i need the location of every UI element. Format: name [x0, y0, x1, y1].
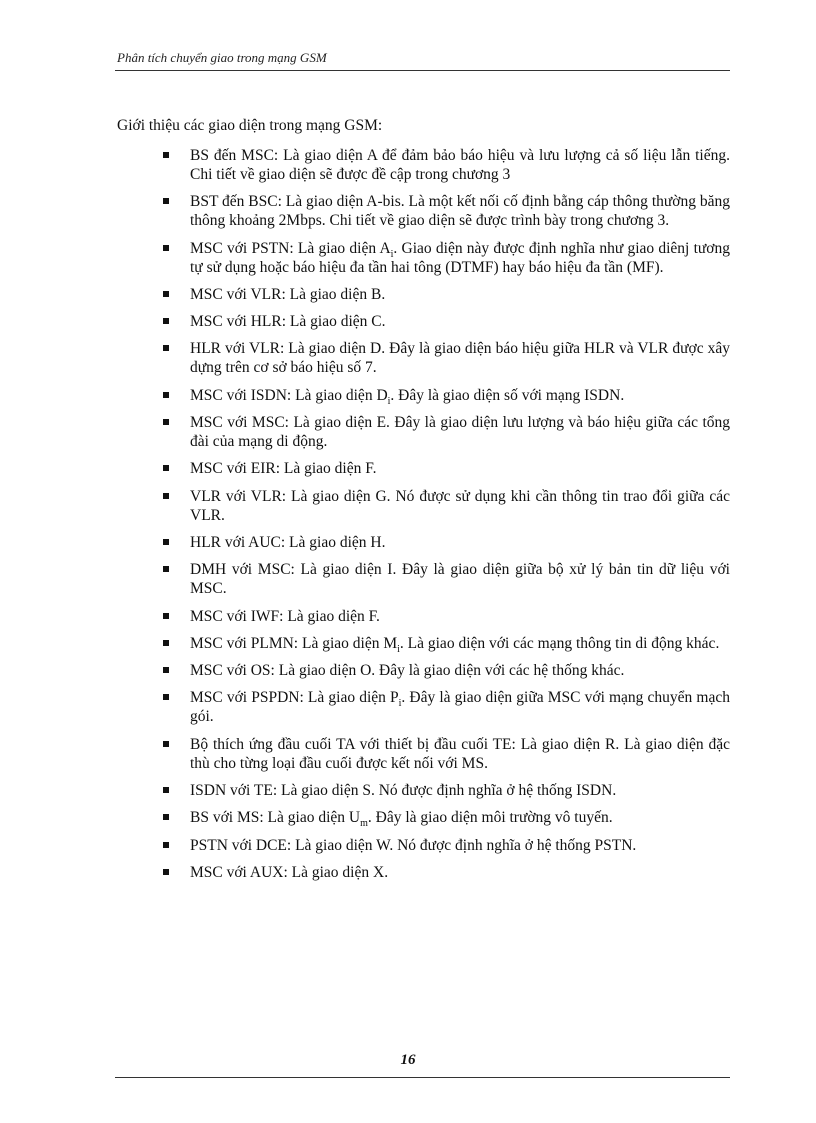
bullet-icon — [163, 465, 169, 471]
item-text: MSC với OS: Là giao diện O. Đây là giao diện với các hệ thống khác. — [190, 662, 625, 680]
item-text: MSC với PSTN: Là giao diện A — [190, 239, 391, 257]
page-header-title: Phân tích chuyển giao trong mạng GSM — [117, 50, 327, 65]
bullet-icon — [163, 318, 169, 324]
item-text-cont: . Giao diện này được định nghĩa như giao diênj tương tự sử dụng hoặc báo hiệu đa tần hai tông (DTMF) hay báo hiệu đa tần (MF). — [190, 239, 730, 276]
bullet-icon — [163, 869, 169, 875]
list-item — [160, 735, 730, 773]
list-item — [160, 808, 730, 830]
item-text: MSC với HLR: Là giao diện C. — [190, 313, 386, 331]
bullet-icon — [163, 345, 169, 351]
item-text: PSTN với DCE: Là giao diện W. Nó được định nghĩa ở hệ thống PSTN. — [190, 836, 637, 854]
list-item — [160, 459, 730, 478]
list-item — [160, 285, 730, 304]
list-item — [160, 863, 730, 882]
header-rule — [115, 70, 730, 71]
item-subscript: i — [397, 643, 400, 655]
item-text: MSC với AUX: Là giao diện X. — [190, 863, 389, 881]
list-item — [160, 192, 730, 230]
bullet-icon — [163, 667, 169, 673]
bullet-icon — [163, 814, 169, 820]
list-item — [160, 386, 730, 405]
bullet-icon — [163, 419, 169, 425]
item-subscript: i — [390, 248, 394, 260]
list-item — [160, 146, 730, 184]
item-text: HLR với AUC: Là giao diện H. — [190, 533, 386, 551]
item-text-cont: . Đây là giao diện giữa MSC với mạng chuyển mạch gói. — [190, 689, 731, 726]
bullet-icon — [163, 291, 169, 297]
bullet-icon — [163, 842, 169, 848]
item-text: Bộ thích ứng đầu cuối TA với thiết bị đầu cuối TE: Là giao diện R. Là giao diện đặc thù cho từng loại đầu cuối được kết nối với MS. — [190, 735, 730, 772]
item-text: VLR với VLR: Là giao diện G. Nó được sử dụng khi cần thông tin trao đổi giữa các VLR. — [190, 487, 730, 524]
item-text: MSC với ISDN: Là giao diện D — [190, 386, 388, 404]
list-item — [160, 312, 730, 331]
list-item — [160, 836, 730, 855]
list-item — [160, 688, 730, 726]
bullet-icon — [163, 245, 169, 251]
page-number: 16 — [400, 1052, 416, 1068]
bullet-icon — [163, 741, 169, 747]
list-item — [160, 239, 730, 277]
item-text: BS đến MSC: Là giao diện A để đảm bảo báo hiệu và lưu lượng cả số liệu lẫn tiếng. Chi tiết về giao diện sẽ được đề cập trong chương 3 — [190, 147, 730, 183]
intro-paragraph: Giới thiệu các giao diện trong mạng GSM: — [117, 117, 383, 134]
list-item — [160, 487, 730, 525]
item-text: ISDN với TE: Là giao diện S. Nó được định nghĩa ở hệ thống ISDN. — [190, 782, 617, 800]
bullet-icon — [163, 694, 169, 700]
item-text: MSC với IWF: Là giao diện F. — [190, 607, 380, 625]
item-text: HLR với VLR: Là giao diện D. Đây là giao diện báo hiệu giữa HLR và VLR được xây dựng trên cơ sở báo hiệu số 7. — [190, 340, 730, 377]
item-subscript: i — [398, 698, 402, 710]
bullet-icon — [163, 152, 169, 158]
bullet-icon — [163, 787, 169, 793]
list-item — [160, 634, 730, 653]
bullet-icon — [163, 613, 169, 619]
list-item — [160, 339, 730, 377]
bullet-icon — [163, 539, 169, 545]
item-text: BS với MS: Là giao diện U — [190, 809, 361, 827]
list-item — [160, 533, 730, 552]
bullet-icon — [163, 392, 169, 398]
bullet-icon — [163, 198, 169, 204]
item-text: MSC với VLR: Là giao diện B. — [190, 285, 386, 303]
item-text: BST đến BSC: Là giao diện A-bis. Là một kết nối cố định bằng cáp thông thường băng thông khoảng 2Mbps. Chi tiết về giao diện sẽ được trình bày trong chương 3. — [190, 193, 730, 230]
item-text: MSC với PSPDN: Là giao diện P — [190, 689, 399, 707]
item-text-cont: . Là giao diện với các mạng thông tin di động khác. — [399, 634, 720, 652]
item-text: MSC với PLMN: Là giao diện M — [190, 634, 398, 652]
interface-list — [160, 146, 730, 890]
item-text-cont: . Đây là giao diện số với mạng ISDN. — [390, 386, 625, 404]
list-item — [160, 661, 730, 680]
list-item — [160, 560, 730, 598]
list-item — [160, 607, 730, 626]
item-text: MSC với EIR: Là giao diện F. — [190, 460, 377, 478]
item-text: DMH với MSC: Là giao diện I. Đây là giao diện giữa bộ xử lý bản tin dữ liệu với MSC. — [190, 561, 730, 598]
footer-rule — [115, 1077, 730, 1078]
list-item — [160, 413, 730, 451]
bullet-icon — [163, 493, 169, 499]
item-subscript: i — [387, 395, 391, 407]
bullet-icon — [163, 640, 169, 646]
item-text-cont: . Đây là giao diện môi trường vô tuyến. — [367, 809, 613, 827]
item-subscript: m — [360, 818, 368, 830]
bullet-icon — [163, 566, 169, 572]
item-text: MSC với MSC: Là giao diện E. Đây là giao diện lưu lượng và báo hiệu giữa các tổng đài của mạng di động. — [190, 414, 730, 451]
list-item — [160, 781, 730, 800]
